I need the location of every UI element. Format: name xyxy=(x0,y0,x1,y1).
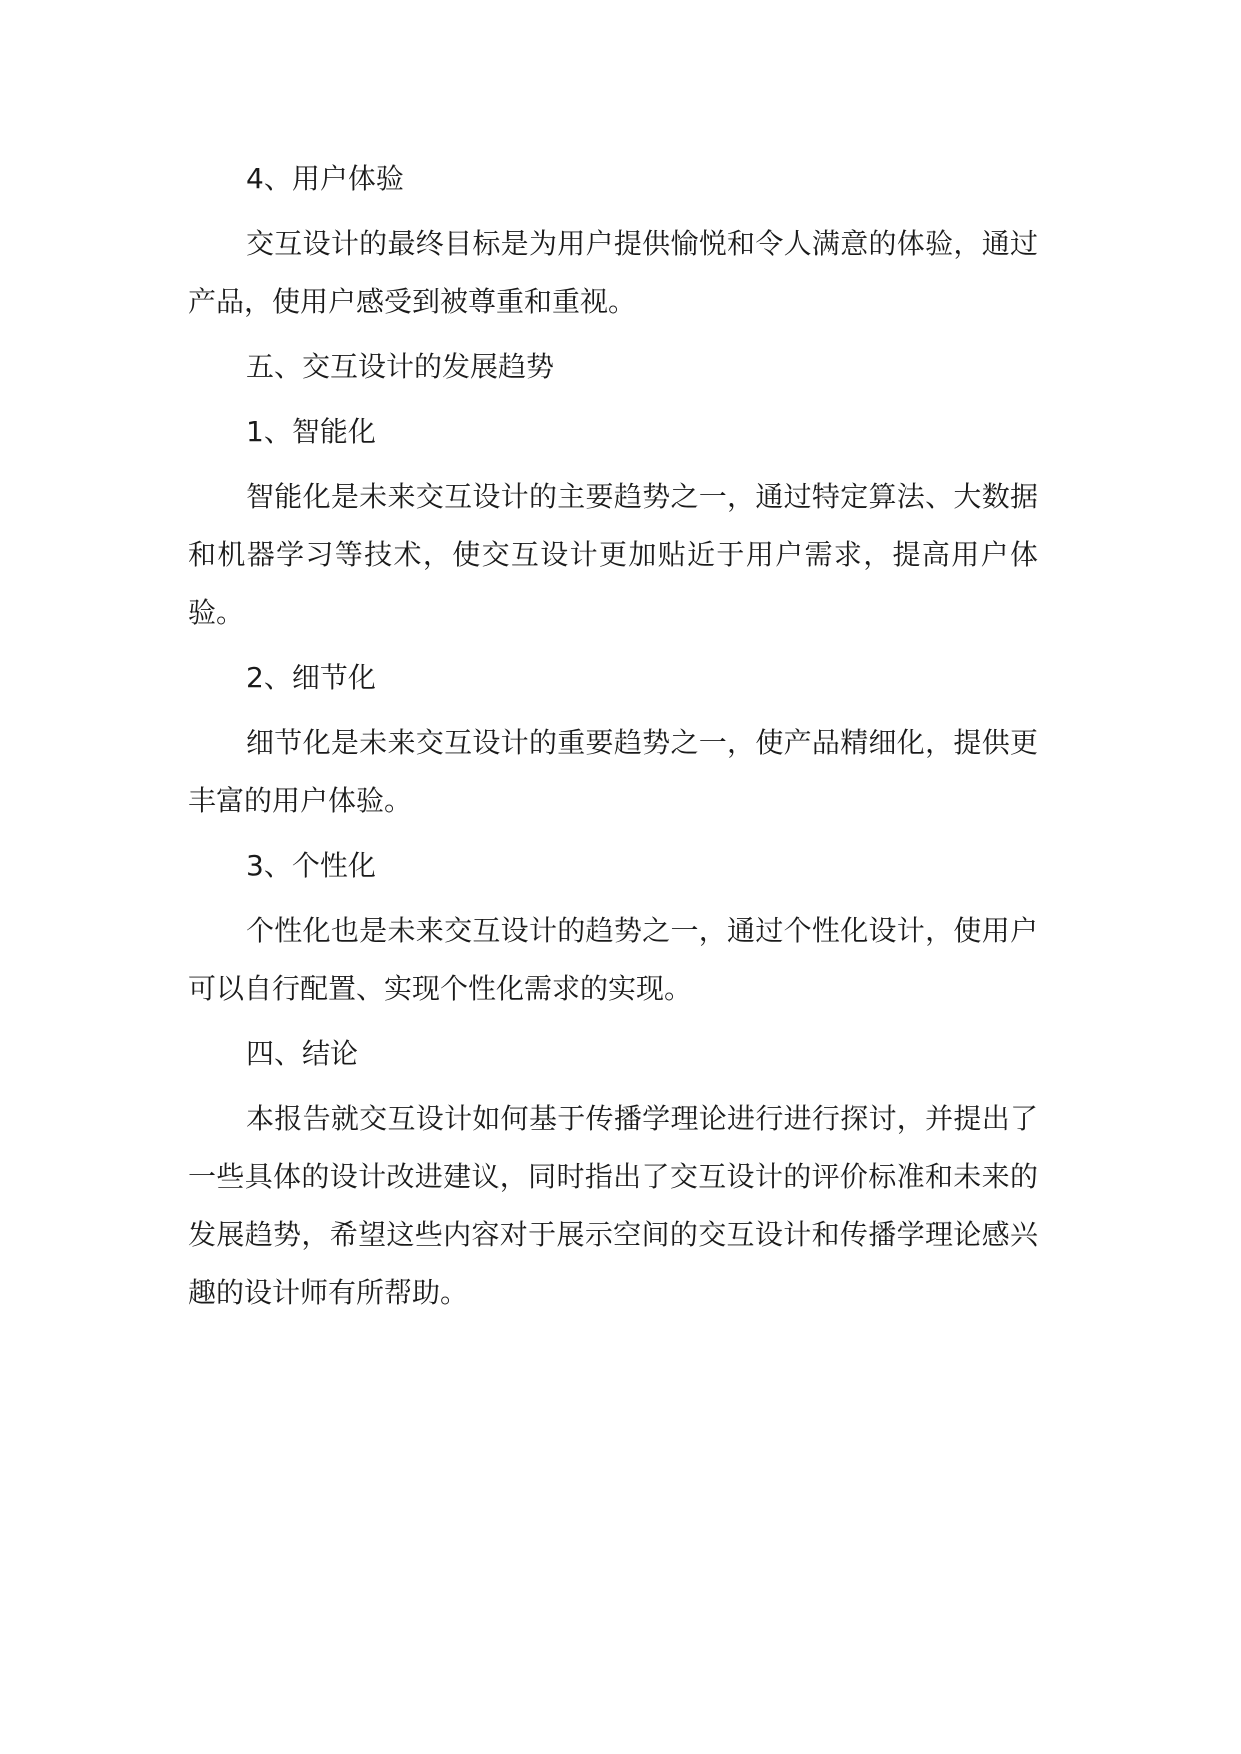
section-heading-detail: 2、细节化 xyxy=(246,661,376,694)
paragraph-user-experience: 交互设计的最终目标是为用户提供愉悦和令人满意的体验，通过产品，使用户感受到被尊重和重视。 xyxy=(188,227,1038,318)
paragraph-intelligence: 智能化是未来交互设计的主要趋势之一，通过特定算法、大数据和机器学习等技术，使交互设计更加贴近于用户需求，提高用户体验。 xyxy=(188,480,1038,629)
paragraph-conclusion: 本报告就交互设计如何基于传播学理论进行进行探讨，并提出了一些具体的设计改进建议，同时指出了交互设计的评价标准和未来的发展趋势，希望这些内容对于展示空间的交互设计和传播学理论感兴趣的设计师有所帮助。 xyxy=(188,1102,1038,1309)
chapter-heading-conclusion: 四、结论 xyxy=(246,1037,359,1070)
section-heading-personalization: 3、个性化 xyxy=(246,849,376,882)
paragraph-detail: 细节化是未来交互设计的重要趋势之一，使产品精细化，提供更丰富的用户体验。 xyxy=(188,726,1038,817)
document-body xyxy=(188,150,1038,1329)
section-heading-user-experience: 4、用户体验 xyxy=(246,162,404,195)
paragraph-personalization: 个性化也是未来交互设计的趋势之一，通过个性化设计，使用户可以自行配置、实现个性化需求的实现。 xyxy=(188,914,1038,1005)
chapter-heading-trends: 五、交互设计的发展趋势 xyxy=(246,350,555,383)
section-heading-intelligence: 1、智能化 xyxy=(246,415,376,448)
